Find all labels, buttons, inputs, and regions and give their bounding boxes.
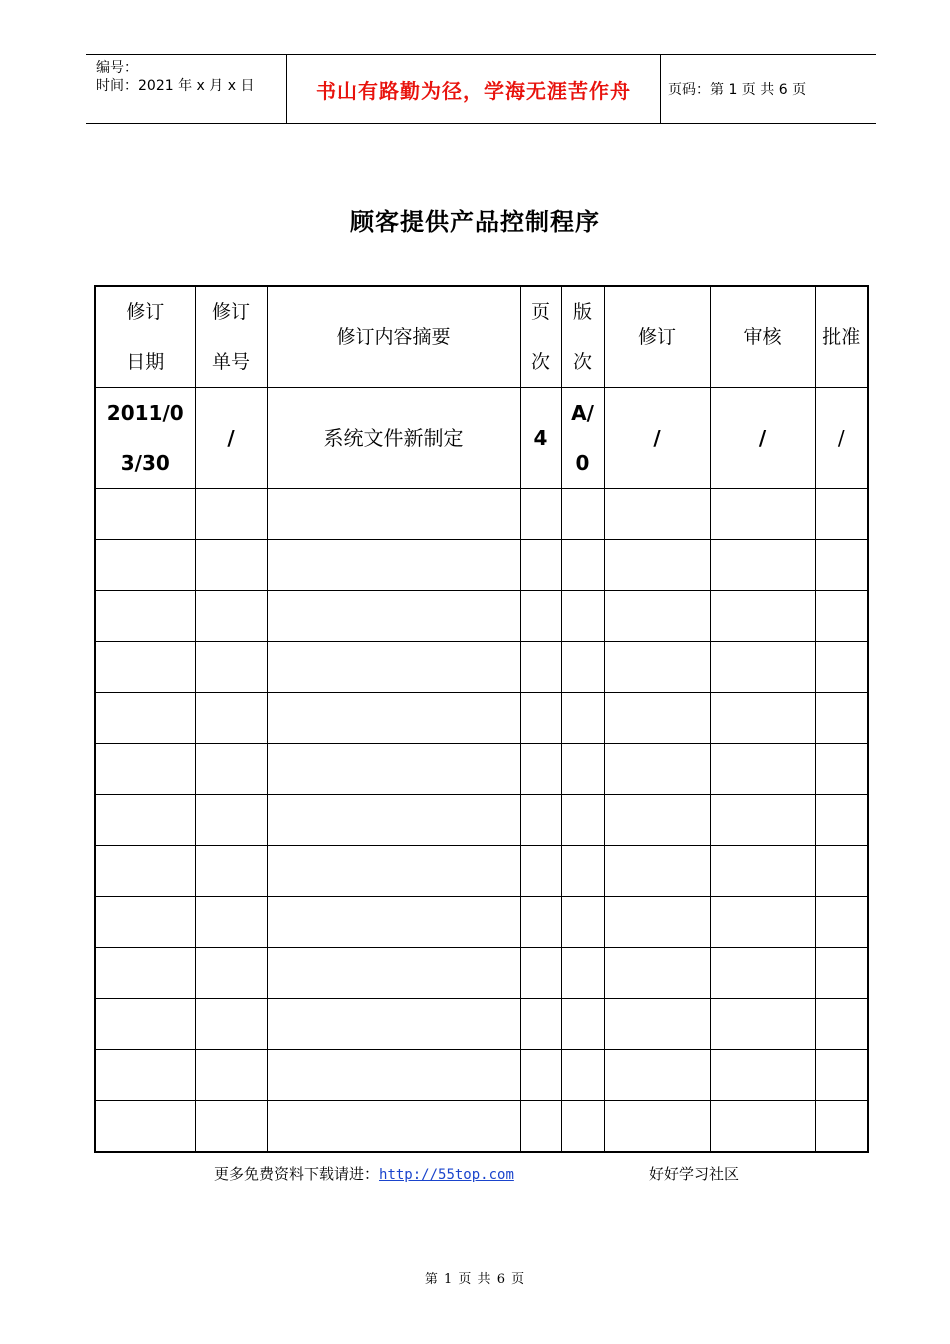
table-cell — [195, 744, 267, 795]
table-header-row — [95, 286, 868, 388]
table-cell — [604, 948, 710, 999]
table-cell — [815, 999, 868, 1050]
table-cell — [815, 489, 868, 540]
table-cell — [561, 795, 604, 846]
table-cell — [561, 489, 604, 540]
header-review: 审核 — [710, 286, 815, 388]
table-cell — [561, 846, 604, 897]
table-row — [95, 489, 868, 540]
table-cell — [95, 1050, 195, 1101]
table-cell — [195, 795, 267, 846]
footer-page-number: 第 1 页 共 6 页 — [424, 1272, 526, 1287]
table-cell — [604, 1101, 710, 1153]
table-cell — [815, 1101, 868, 1153]
table-row — [95, 1101, 868, 1153]
table-cell — [710, 489, 815, 540]
table-cell — [604, 744, 710, 795]
table-cell — [710, 999, 815, 1050]
table-cell — [267, 846, 520, 897]
cell-summary: 系统文件新制定 — [267, 388, 520, 489]
table-cell — [520, 642, 561, 693]
table-cell — [561, 693, 604, 744]
table-row — [95, 388, 868, 489]
table-cell — [195, 948, 267, 999]
table-cell — [561, 591, 604, 642]
table-cell — [195, 1101, 267, 1153]
table-cell — [95, 897, 195, 948]
time-label: 时间：2021 年 x 月 x 日 — [96, 78, 255, 94]
table-row — [95, 642, 868, 693]
table-cell — [95, 693, 195, 744]
revision-table — [94, 285, 869, 1153]
table-cell — [95, 948, 195, 999]
table-row — [95, 1050, 868, 1101]
table-row — [95, 897, 868, 948]
table-cell — [710, 948, 815, 999]
table-cell — [267, 744, 520, 795]
table-cell — [561, 540, 604, 591]
table-cell — [267, 540, 520, 591]
header-summary: 修订内容摘要 — [267, 286, 520, 388]
header-divider — [660, 55, 661, 123]
table-cell — [267, 642, 520, 693]
table-cell — [815, 642, 868, 693]
table-cell — [95, 795, 195, 846]
header-motto: 书山有路勤为径，学海无涯苦作舟 — [316, 78, 631, 103]
table-cell — [267, 489, 520, 540]
table-cell — [604, 642, 710, 693]
table-cell — [604, 540, 710, 591]
header-revision-date: 修订 日期 — [95, 286, 195, 388]
table-cell — [267, 897, 520, 948]
table-cell — [267, 795, 520, 846]
cell-review: / — [710, 388, 815, 489]
table-cell — [520, 693, 561, 744]
header-page-info: 页码：第 1 页 共 6 页 — [668, 82, 807, 98]
table-cell — [710, 693, 815, 744]
table-cell — [710, 642, 815, 693]
table-cell — [195, 489, 267, 540]
table-cell — [195, 897, 267, 948]
table-cell — [815, 540, 868, 591]
footer-link[interactable]: http://55top.com — [379, 1167, 514, 1183]
table-cell — [267, 591, 520, 642]
table-cell — [267, 693, 520, 744]
table-cell — [520, 1050, 561, 1101]
table-row — [95, 795, 868, 846]
table-cell — [561, 1050, 604, 1101]
table-cell — [195, 540, 267, 591]
table-cell — [604, 897, 710, 948]
table-row — [95, 948, 868, 999]
table-cell — [520, 846, 561, 897]
table-cell — [520, 489, 561, 540]
table-cell — [815, 948, 868, 999]
table-cell — [710, 897, 815, 948]
table-cell — [604, 1050, 710, 1101]
header-meta — [96, 59, 254, 95]
table-cell — [195, 693, 267, 744]
table-cell — [520, 591, 561, 642]
table-cell — [710, 1101, 815, 1153]
table-cell — [520, 540, 561, 591]
document-title: 顾客提供产品控制程序 — [350, 208, 600, 236]
table-cell — [710, 1050, 815, 1101]
table-row — [95, 540, 868, 591]
header-version: 版 次 — [561, 286, 604, 388]
table-cell — [815, 846, 868, 897]
table-cell — [95, 999, 195, 1050]
table-row — [95, 999, 868, 1050]
table-cell — [604, 693, 710, 744]
table-cell — [95, 744, 195, 795]
number-label: 编号： — [96, 60, 138, 76]
table-cell — [710, 744, 815, 795]
table-cell — [561, 642, 604, 693]
table-cell — [710, 540, 815, 591]
footer-download — [214, 1163, 514, 1184]
table-cell — [95, 489, 195, 540]
table-cell — [95, 846, 195, 897]
table-cell — [710, 846, 815, 897]
table-cell — [267, 1050, 520, 1101]
table-cell — [267, 999, 520, 1050]
table-cell — [815, 693, 868, 744]
cell-order: / — [195, 388, 267, 489]
table-cell — [710, 795, 815, 846]
table-cell — [95, 1101, 195, 1153]
table-cell — [604, 999, 710, 1050]
footer-more-text: 更多免费资料下载请进： — [214, 1165, 380, 1183]
cell-page: 4 — [520, 388, 561, 489]
empty-rows — [95, 489, 868, 1153]
page-header — [86, 54, 876, 124]
table-cell — [267, 1101, 520, 1153]
table-cell — [604, 489, 710, 540]
cell-approve: / — [815, 388, 868, 489]
table-cell — [520, 948, 561, 999]
table-cell — [195, 591, 267, 642]
table-cell — [95, 591, 195, 642]
table-cell — [520, 1101, 561, 1153]
table-cell — [604, 591, 710, 642]
table-cell — [95, 642, 195, 693]
cell-revise: / — [604, 388, 710, 489]
table-row — [95, 693, 868, 744]
table-cell — [561, 999, 604, 1050]
table-cell — [561, 1101, 604, 1153]
table-cell — [267, 948, 520, 999]
table-row — [95, 846, 868, 897]
header-page: 页 次 — [520, 286, 561, 388]
table-cell — [710, 591, 815, 642]
table-cell — [561, 948, 604, 999]
table-cell — [815, 744, 868, 795]
table-cell — [195, 846, 267, 897]
cell-version: A/ 0 — [561, 388, 604, 489]
table-cell — [520, 999, 561, 1050]
table-cell — [195, 999, 267, 1050]
table-cell — [561, 744, 604, 795]
table-cell — [815, 1050, 868, 1101]
table-cell — [604, 846, 710, 897]
table-row — [95, 744, 868, 795]
table-cell — [815, 897, 868, 948]
table-cell — [520, 897, 561, 948]
table-cell — [815, 591, 868, 642]
table-cell — [95, 540, 195, 591]
table-cell — [561, 897, 604, 948]
table-cell — [195, 642, 267, 693]
table-cell — [195, 1050, 267, 1101]
header-approve: 批准 — [815, 286, 868, 388]
table-cell — [520, 744, 561, 795]
header-revision-order: 修订 单号 — [195, 286, 267, 388]
header-revise: 修订 — [604, 286, 710, 388]
footer-community: 好好学习社区 — [649, 1165, 740, 1183]
table-cell — [520, 795, 561, 846]
table-cell — [815, 795, 868, 846]
table-cell — [604, 795, 710, 846]
table-row — [95, 591, 868, 642]
cell-date: 2011/0 3/30 — [95, 388, 195, 489]
